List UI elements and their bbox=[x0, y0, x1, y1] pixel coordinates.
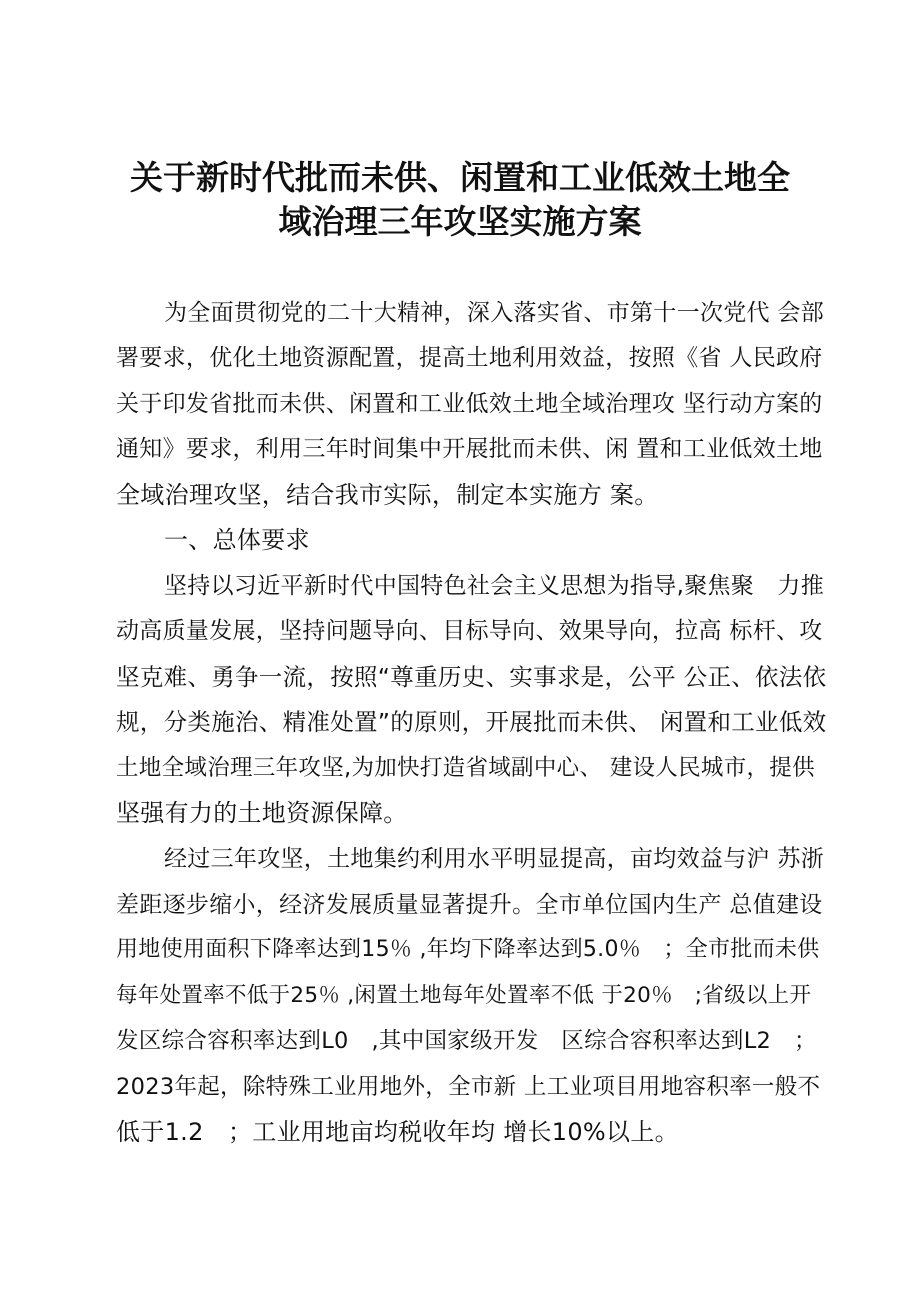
paragraph-3-line: 差距逐步缩小，经济发展质量显著提升。全市单位国内生产 总值建设 bbox=[116, 892, 823, 918]
document-title-line-1: 关于新时代批而未供、闲置和工业低效土地全 bbox=[130, 158, 790, 197]
paragraph-1-line: 为全面贯彻党的二十大精神，深入落实省、市第十一次党代 会部 bbox=[164, 300, 825, 326]
paragraph-2-line: 土地全域治理三年攻坚,为加快打造省域副中心、 建设人民城市，提供 bbox=[116, 755, 815, 781]
paragraph-3-line: 每年处置率不低于25％ ,闲置土地每年处置率不低 于20％ ;省级以上开 bbox=[116, 983, 812, 1008]
paragraph-3-line: 经过三年攻坚，土地集约利用水平明显提高，亩均效益与沪 苏浙 bbox=[164, 846, 825, 872]
paragraph-1-line: 署要求，优化土地资源配置，提高土地利用效益，按照《省 人民政府 bbox=[116, 345, 823, 371]
paragraph-2-line: 坚持以习近平新时代中国特色社会主义思想为指导,聚焦聚 力推 bbox=[164, 573, 825, 599]
paragraph-2-line: 动高质量发展，坚持问题导向、目标导向、效果导向，拉高 标杆、攻 bbox=[116, 618, 823, 644]
paragraph-3-line: 发区综合容积率达到L0 ,其中国家级开发 区综合容积率达到L2 ； bbox=[116, 1028, 817, 1054]
paragraph-1-line: 通知》要求，利用三年时间集中开展批而未供、闲 置和工业低效土地 bbox=[116, 436, 823, 462]
paragraph-3-line: 2023年起，除特殊工业用地外，全市新 上工业项目用地容积率一般不 bbox=[116, 1074, 821, 1100]
document-title-line-2: 域治理三年攻坚实施方案 bbox=[278, 202, 642, 241]
paragraph-1-line: 全域治理攻坚，结合我市实际，制定本实施方 案。 bbox=[116, 481, 659, 509]
paragraph-3-line: 低于1.2 ；工业用地亩均税收年均 增长10%以上。 bbox=[116, 1118, 679, 1146]
section-heading: 一、总体要求 bbox=[164, 526, 310, 554]
paragraph-3-line: 用地使用面积下降率达到15％ ,年均下降率达到5.0％ ；全市批而未供 bbox=[116, 937, 820, 962]
paragraph-2-line: 坚克难、勇争一流，按照“尊重历史、实事求是，公平 公正、依法依 bbox=[116, 663, 827, 691]
paragraph-1-line: 关于印发省批而未供、闲置和工业低效土地全域治理攻 坚行动方案的 bbox=[116, 391, 823, 417]
paragraph-2-line: 规，分类施治、精准处置”的原则，开展批而未供、 闲置和工业低效 bbox=[116, 708, 827, 736]
paragraph-2-line: 坚强有力的土地资源保障。 bbox=[116, 799, 408, 827]
